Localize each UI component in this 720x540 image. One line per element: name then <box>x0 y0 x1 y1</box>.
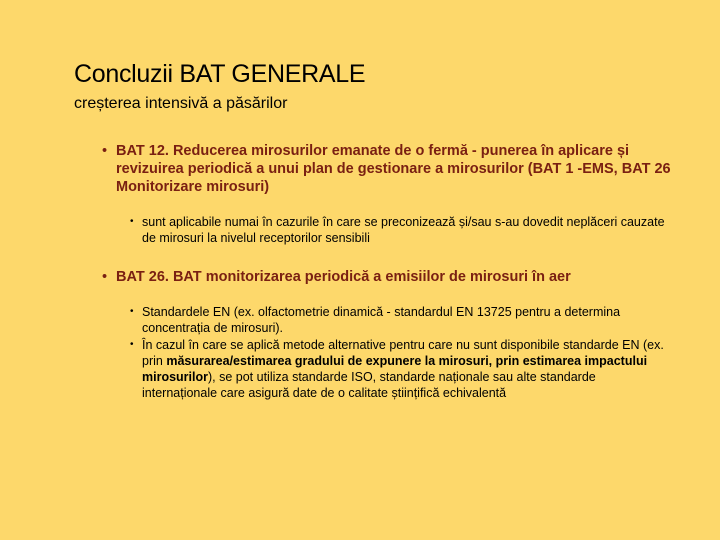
bat26-sub-item-1 <box>128 304 673 336</box>
slide-title: Concluzii BAT GENERALE <box>74 60 366 88</box>
slide-content <box>98 142 678 401</box>
bullet-bat26 <box>98 268 678 286</box>
bat26-text: BAT 26. BAT monitorizarea periodică a emisiilor de mirosuri în aer <box>116 269 571 285</box>
bat26-sub-list <box>128 304 673 401</box>
bat26-sub-text-2b: ), se pot utiliza standarde ISO, standarde naționale sau alte standarde internaționale care asigură date de o calitate științifică echivalentă <box>142 370 596 400</box>
bullet-icon: • <box>102 269 108 285</box>
bat12-sub-list <box>128 214 673 246</box>
bat12-sub-item <box>128 214 673 246</box>
bullet-bat12 <box>98 142 678 196</box>
bullet-icon: • <box>130 216 134 227</box>
bullet-icon: • <box>130 306 134 317</box>
bullet-icon: • <box>102 143 108 159</box>
bat12-text: BAT 12. Reducerea mirosurilor emanate de o fermă - punerea în aplicare și revizuirea periodică a unui plan de gestionare a mirosurilor (BAT 1 -EMS, BAT 26 Monitorizare mirosuri) <box>116 143 671 195</box>
bullet-icon: • <box>130 339 134 350</box>
slide-subtitle: creșterea intensivă a păsărilor <box>74 95 288 112</box>
bat12-sub-text: sunt aplicabile numai în cazurile în care se preconizează și/sau s-au dovedit neplăceri cauzate de mirosuri la nivelul receptorilor sensibili <box>142 215 665 245</box>
bat26-sub-item-2 <box>128 337 673 401</box>
bat26-sub-text-1: Standardele EN (ex. olfactometrie dinamică - standardul EN 13725 pentru a determina concentrația de mirosuri). <box>142 305 621 335</box>
bat26-sub-text-2-bold: măsurarea/estimarea gradului de expunere la mirosuri, prin estimarea impactului mirosurilor <box>142 354 648 384</box>
bat26-sub-text-2a: În cazul în care se aplică metode alternative pentru care nu sunt disponibile standarde EN (ex. prin <box>142 338 664 368</box>
